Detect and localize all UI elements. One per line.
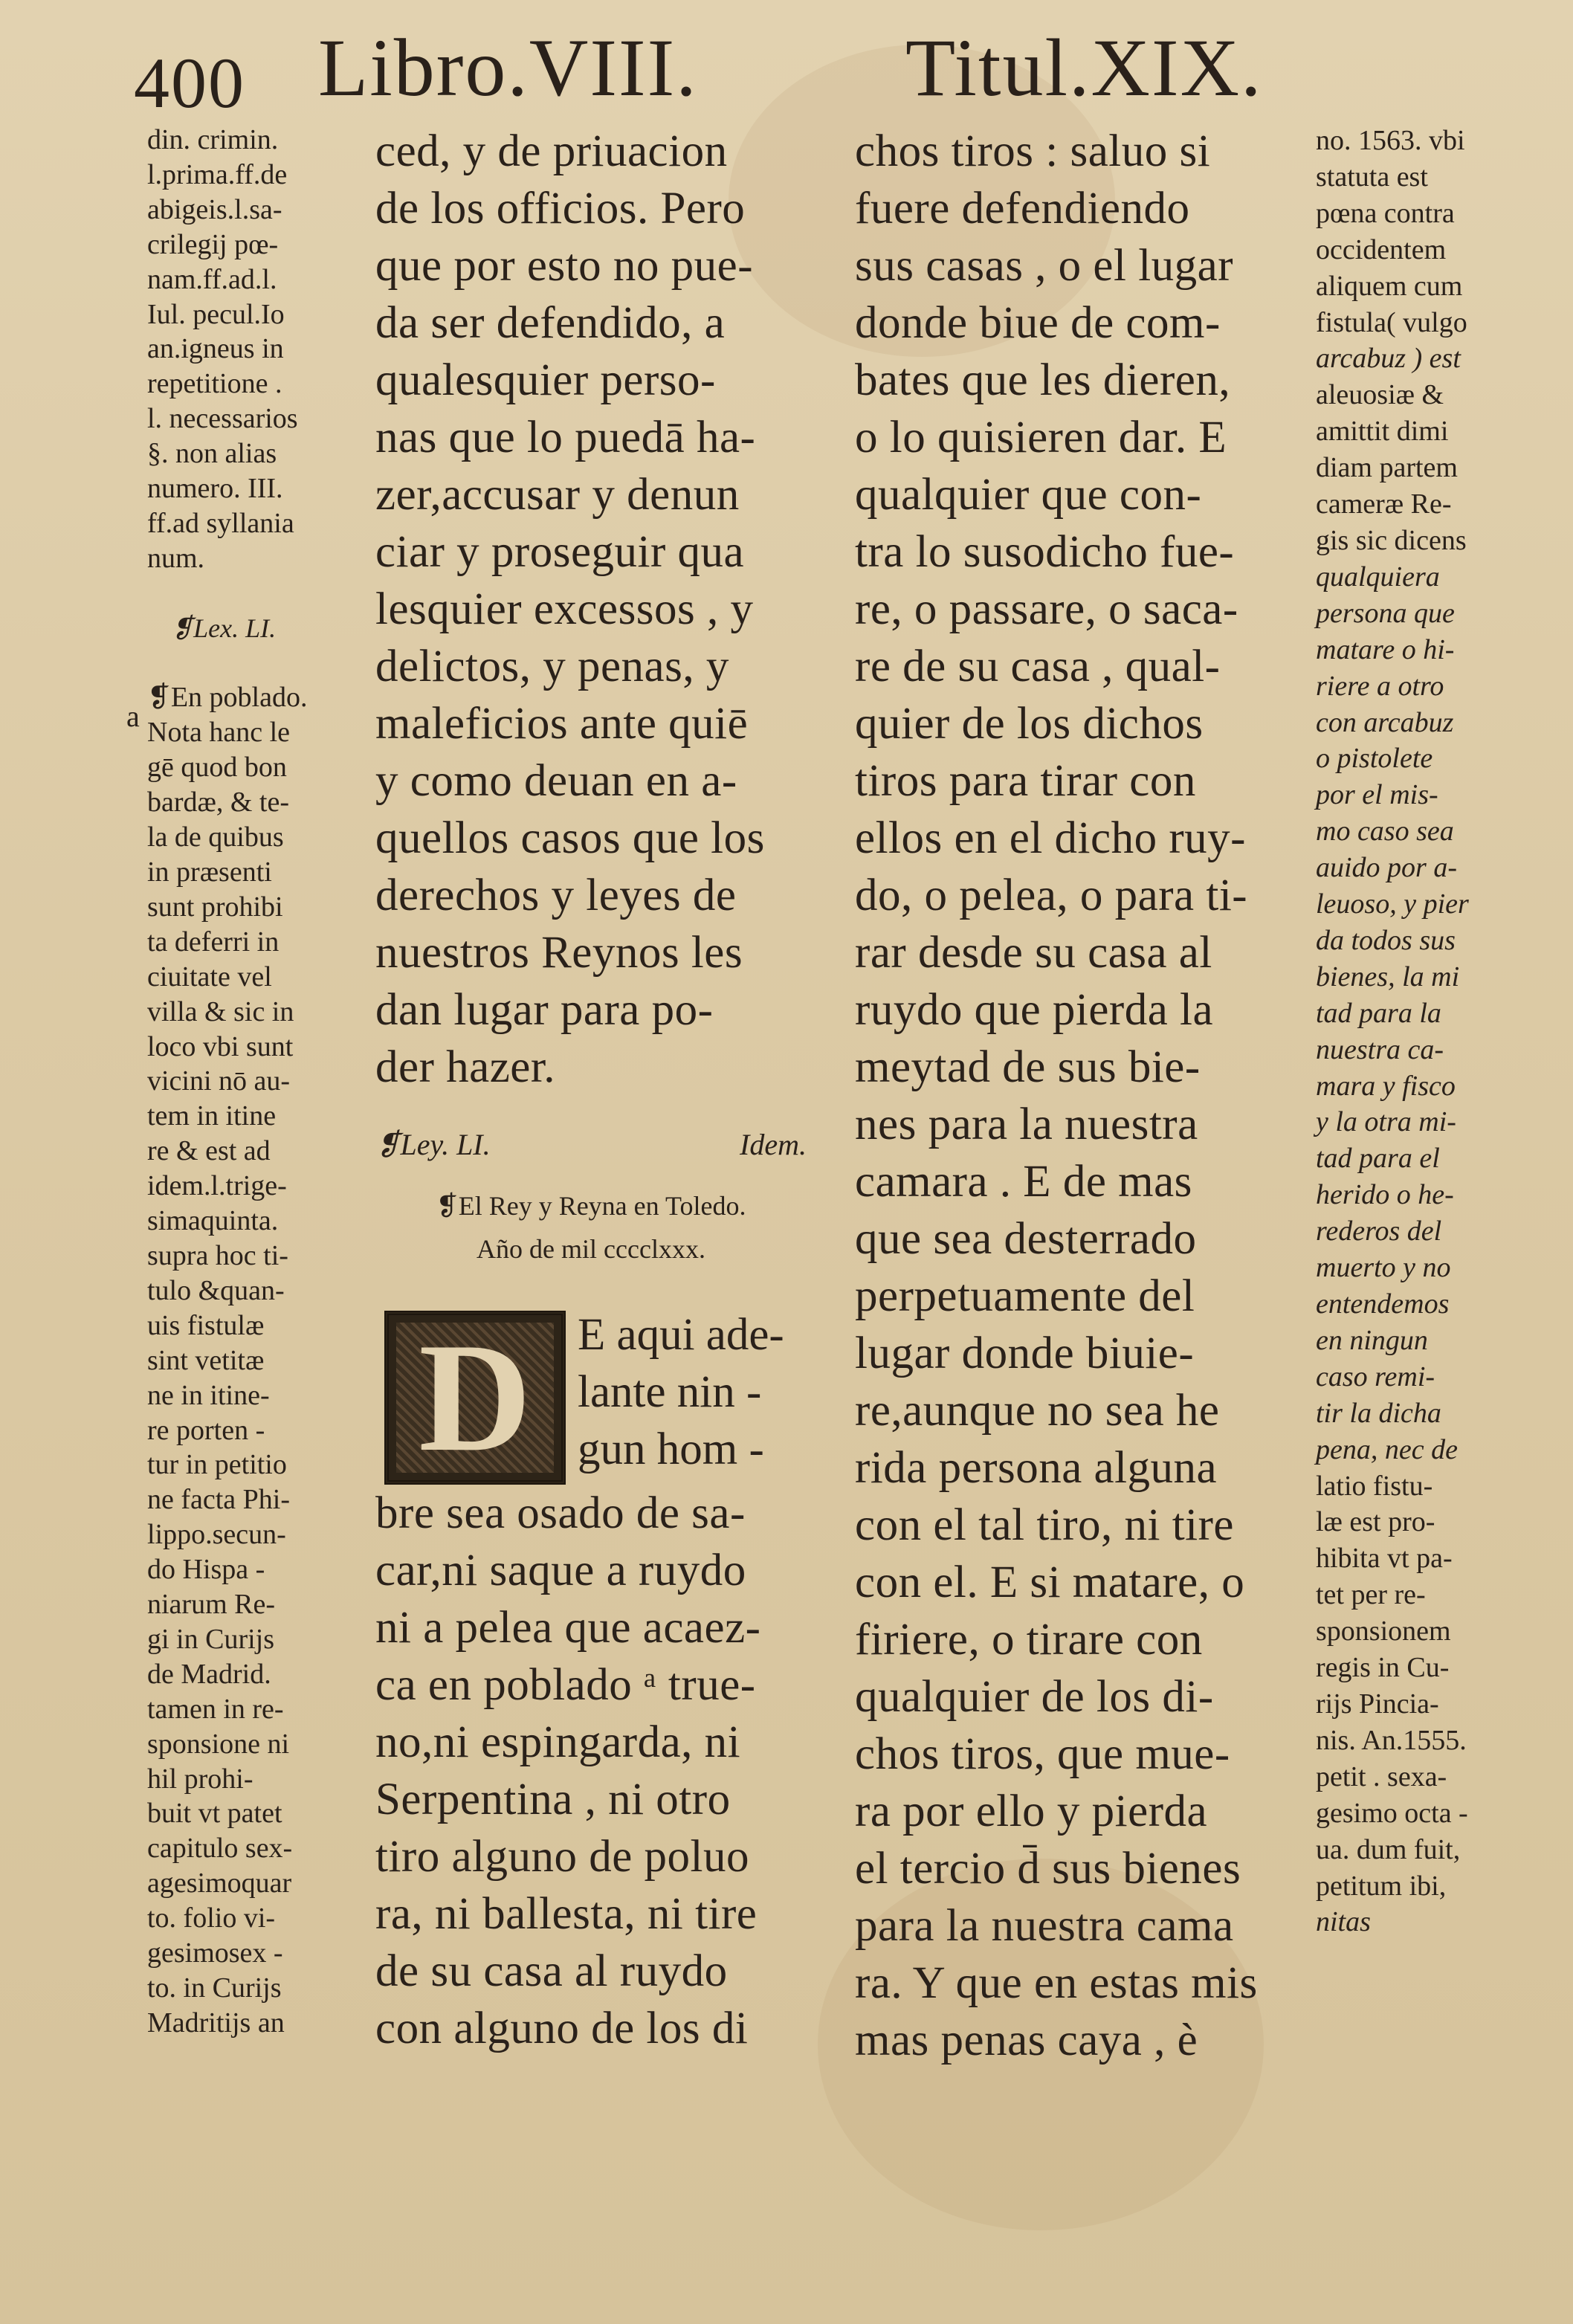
- margin-note-line: latio fistu-: [1316, 1470, 1433, 1502]
- margin-note-line: sponsionem: [1316, 1615, 1451, 1647]
- text-line: mas penas caya , è: [855, 2015, 1198, 2065]
- left-margin-notes: [147, 123, 348, 2041]
- text-line: do, o pelea, o para ti-: [855, 871, 1248, 920]
- margin-note-line: occidentem: [1316, 233, 1447, 265]
- text-line: der hazer.: [375, 1042, 556, 1092]
- text-line: qualesquier perso-: [375, 355, 716, 405]
- margin-note-line: gesimosex -: [147, 1937, 283, 1969]
- margin-note-line: re & est ad: [147, 1135, 271, 1167]
- text-line: maleficios ante quiē: [375, 699, 749, 749]
- margin-note-line: nis. An.1555.: [1316, 1724, 1467, 1756]
- text-line: bre sea osado de sa-: [375, 1488, 746, 1538]
- margin-note-line: vicini nō au-: [147, 1065, 291, 1097]
- text-line: nes para la nuestra: [855, 1100, 1198, 1149]
- margin-note-line: cameræ Re-: [1316, 488, 1452, 520]
- margin-note-line: Iul. pecul.Io: [147, 298, 285, 330]
- text-line: con alguno de los di: [375, 2004, 749, 2053]
- margin-note-line: diam partem: [1316, 452, 1458, 484]
- text-line: car,ni saque a ruydo: [375, 1546, 746, 1595]
- margin-note-line: tur in petitio: [147, 1449, 287, 1481]
- margin-note-line: caso remi-: [1316, 1360, 1435, 1392]
- margin-note-line: læ est pro-: [1316, 1506, 1435, 1538]
- text-line: ced, y de priuacion: [375, 126, 728, 176]
- margin-note-line: con arcabuz: [1316, 706, 1454, 738]
- margin-note-line: herido o he-: [1316, 1179, 1454, 1211]
- margin-note-line: hil prohi-: [147, 1763, 253, 1795]
- text-line: de su casa al ruydo: [375, 1946, 728, 1996]
- margin-note-line: petit . sexa-: [1316, 1760, 1447, 1792]
- margin-note-line: amittit dimi: [1316, 416, 1449, 448]
- margin-note-line: mara y fisco: [1316, 1070, 1456, 1102]
- margin-note-line: din. crimin.: [147, 124, 279, 155]
- margin-note-line: aleuosiæ &: [1316, 379, 1444, 411]
- margin-note-line: sunt prohibi: [147, 891, 283, 923]
- margin-note-line: ff.ad syllania: [147, 507, 294, 539]
- text-line: zer,accusar y denun: [375, 470, 740, 520]
- margin-note-line: uis fistulæ: [147, 1309, 265, 1341]
- margin-note-line: gis sic dicens: [1316, 524, 1467, 556]
- text-line: bates que les dieren,: [855, 355, 1231, 405]
- margin-note-line: tem in itine: [147, 1100, 277, 1132]
- margin-note-line: qualquiera: [1316, 561, 1440, 593]
- text-line: da ser defendido, a: [375, 298, 726, 348]
- margin-note-line: rederos del: [1316, 1216, 1442, 1247]
- text-line: con el tal tiro, ni tire: [855, 1500, 1235, 1550]
- text-line: para la nuestra cama: [855, 1901, 1234, 1951]
- margin-note-line: ne in itine-: [147, 1379, 270, 1411]
- margin-note-line: villa & sic in: [147, 995, 294, 1027]
- margin-note-line: matare o hi-: [1316, 633, 1455, 665]
- margin-note-line: muerto y no: [1316, 1252, 1451, 1284]
- margin-note-line: hibita vt pa-: [1316, 1543, 1453, 1575]
- text-line: meytad de sus bie-: [855, 1042, 1201, 1092]
- text-line: ni a pelea que acaez-: [375, 1603, 761, 1653]
- text-line: firiere, o tirare con: [855, 1615, 1203, 1665]
- margin-note-line: leuoso, y pier: [1316, 888, 1469, 920]
- margin-note-line: nitas: [1316, 1906, 1371, 1938]
- text-line: qualquier de los di-: [855, 1672, 1214, 1722]
- margin-note-line: auido por a-: [1316, 852, 1457, 884]
- margin-note-line: pena, nec de: [1316, 1433, 1458, 1465]
- margin-note-line: sponsione ni: [147, 1728, 290, 1760]
- text-line: rida persona alguna: [855, 1443, 1218, 1493]
- margin-note-line: regis in Cu-: [1316, 1652, 1450, 1684]
- margin-note-line: numero. III.: [147, 473, 283, 505]
- margin-note-line: num.: [147, 542, 205, 574]
- text-line: derechos y leyes de: [375, 871, 737, 920]
- initial-letter: D: [419, 1311, 532, 1484]
- margin-note-line: crilegij pœ-: [147, 228, 279, 260]
- margin-note-line: re porten -: [147, 1414, 265, 1446]
- margin-note-line: gē quod bon: [147, 752, 287, 784]
- text-line: re de su casa , qual-: [855, 642, 1221, 691]
- text-line: perpetuamente del: [855, 1271, 1195, 1321]
- margin-note-line: gi in Curijs: [147, 1623, 275, 1655]
- margin-note-line: por el mis-: [1316, 779, 1438, 811]
- margin-note-line: aliquem cum: [1316, 270, 1463, 302]
- right-margin-notes: [1316, 123, 1509, 1940]
- margin-note-line: l.prima.ff.de: [147, 158, 288, 190]
- text-line: quellos casos que los: [375, 813, 765, 863]
- margin-note-line: l. necessarios: [147, 403, 298, 435]
- margin-note-line: entendemos: [1316, 1288, 1450, 1320]
- text-line: dan lugar para po-: [375, 985, 714, 1035]
- margin-note-line: pœna contra: [1316, 197, 1455, 229]
- margin-note-line: fistula( vulgo: [1316, 306, 1467, 338]
- text-column-1: [375, 123, 807, 2057]
- margin-note-line: sint vetitæ: [147, 1344, 265, 1376]
- decorated-initial-icon: [384, 1311, 566, 1485]
- margin-note-line: capitulo sex-: [147, 1833, 293, 1865]
- text-line: ciar y proseguir qua: [375, 527, 745, 577]
- margin-note-line: abigeis.l.sa-: [147, 193, 282, 225]
- margin-note-line: simaquinta.: [147, 1205, 279, 1237]
- text-line: nuestros Reynos les: [375, 928, 743, 978]
- text-line: gun hom -: [578, 1424, 764, 1474]
- text-line: delictos, y penas, y: [375, 642, 729, 691]
- margin-note-line: riere a otro: [1316, 670, 1444, 702]
- margin-note-line: da todos sus: [1316, 924, 1456, 956]
- text-line: re, o passare, o saca-: [855, 584, 1238, 634]
- law-rubric: [375, 1184, 807, 1271]
- margin-note-line: gesimo octa -: [1316, 1797, 1468, 1829]
- margin-note-line: ta deferri in: [147, 926, 280, 958]
- text-line: tra lo susodicho fue-: [855, 527, 1235, 577]
- margin-note-line: niarum Re-: [147, 1589, 276, 1621]
- text-line: ra por ello y pierda: [855, 1786, 1208, 1836]
- margin-note-line: persona que: [1316, 597, 1455, 629]
- margin-note-line: an.igneus in: [147, 333, 284, 365]
- text-line: no,ni espingarda, ni: [375, 1717, 741, 1767]
- margin-note-line: tet per re-: [1316, 1579, 1426, 1611]
- margin-note-line: lippo.secun-: [147, 1519, 286, 1551]
- folio-number: 400: [134, 43, 245, 123]
- law-idem: Idem.: [740, 1128, 807, 1161]
- margin-note-line: to. folio vi-: [147, 1902, 276, 1934]
- text-line: que por esto no pue-: [375, 241, 754, 291]
- text-line: ellos en el dicho ruy-: [855, 813, 1246, 863]
- text-line: tiros para tirar con: [855, 756, 1196, 806]
- margin-note-line: repetitione .: [147, 368, 282, 400]
- margin-note-line: ua. dum fuit,: [1316, 1833, 1461, 1865]
- margin-note-line: tad para el: [1316, 1143, 1440, 1175]
- text-line: qualquier que con-: [855, 470, 1202, 520]
- margin-note-line: tulo &quan-: [147, 1274, 285, 1306]
- margin-note-line: ne facta Phi-: [147, 1484, 291, 1516]
- note-marker: a: [126, 700, 140, 733]
- margin-note-line: supra hoc ti-: [147, 1239, 288, 1271]
- text-column-2: [855, 123, 1279, 2069]
- margin-note-line: o pistolete: [1316, 743, 1433, 775]
- text-line: camara . E de mas: [855, 1157, 1192, 1207]
- text-line: que sea desterrado: [855, 1214, 1197, 1264]
- text-line: tiro alguno de poluo: [375, 1832, 750, 1882]
- margin-note-line: mo caso sea: [1316, 816, 1454, 848]
- text-line: el tercio d̄ sus bienes: [855, 1844, 1241, 1894]
- text-line: ra. Y que en estas mis: [855, 1958, 1258, 2008]
- text-line: o lo quisieren dar. E: [855, 413, 1227, 462]
- text-line: y como deuan en a-: [375, 756, 737, 806]
- text-line: sus casas , o el lugar: [855, 241, 1234, 291]
- text-line: chos tiros, que mue-: [855, 1729, 1230, 1779]
- law-heading-row: [375, 1127, 807, 1162]
- margin-note-line: statuta est: [1316, 161, 1428, 193]
- margin-note-line: Nota hanc le: [147, 717, 291, 749]
- text-line: donde biue de com-: [855, 298, 1221, 348]
- margin-note-line: no. 1563. vbi: [1316, 125, 1465, 156]
- margin-note-line: en ningun: [1316, 1324, 1428, 1356]
- margin-note-line: do Hispa -: [147, 1554, 265, 1586]
- text-line: re,aunque no sea he: [855, 1386, 1220, 1436]
- margin-note-line: ciuitate vel: [147, 961, 272, 992]
- text-line: chos tiros : saluo si: [855, 126, 1211, 176]
- margin-note-line: in præsenti: [147, 856, 272, 888]
- margin-note-line: tad para la: [1316, 997, 1441, 1029]
- text-line: ca en poblado ᵃ true-: [375, 1660, 756, 1710]
- text-line: nas que lo puedā ha-: [375, 413, 756, 462]
- margin-note-line: nam.ff.ad.l.: [147, 263, 277, 295]
- rubric-line: Año de mil cccclxxx.: [477, 1234, 705, 1264]
- initial-paragraph: [375, 1306, 807, 1485]
- margin-note-line: tir la dicha: [1316, 1397, 1441, 1429]
- text-line: lesquier excessos , y: [375, 584, 754, 634]
- text-line: ra, ni ballesta, ni tire: [375, 1889, 758, 1939]
- margin-note-line: Madritijs an: [147, 2007, 285, 2039]
- margin-note-line: buit vt patet: [147, 1798, 282, 1830]
- text-line: E aqui ade-: [578, 1310, 784, 1360]
- margin-note-line: loco vbi sunt: [147, 1030, 294, 1062]
- margin-note-line: tamen in re-: [147, 1693, 284, 1725]
- text-line: Serpentina , ni otro: [375, 1775, 731, 1824]
- running-head-right: Titul.XIX.: [905, 22, 1263, 113]
- text-line: ruydo que pierda la: [855, 985, 1214, 1035]
- text-line: de los officios. Pero: [375, 184, 746, 233]
- margin-note-line: rijs Pincia-: [1316, 1688, 1439, 1720]
- rubric-line: ❡El Rey y Reyna en Toledo.: [436, 1191, 746, 1221]
- margin-note-line: nuestra ca-: [1316, 1033, 1444, 1065]
- margin-note-line: idem.l.trige-: [147, 1170, 287, 1202]
- margin-note-line: arcabuz ) est: [1316, 343, 1461, 375]
- margin-note-line: to. in Curijs: [147, 1972, 282, 2004]
- page-header: [0, 13, 1573, 125]
- margin-note-line: §. non alias: [147, 438, 277, 470]
- text-line: rar desde su casa al: [855, 928, 1212, 978]
- margin-note-line: agesimoquar: [147, 1868, 292, 1899]
- text-line: quier de los dichos: [855, 699, 1204, 749]
- law-number: ❡Ley. LI.: [375, 1128, 491, 1161]
- margin-note-line: petitum ibi,: [1316, 1870, 1447, 1902]
- margin-note-line: bardæ, & te-: [147, 787, 290, 819]
- running-head-left: Libro.VIII.: [318, 22, 698, 113]
- margin-note-line: de Madrid.: [147, 1658, 271, 1690]
- margin-law-heading: ❡Lex. LI.: [171, 613, 277, 643]
- text-line: fuere defendiendo: [855, 184, 1190, 233]
- text-line: lugar donde biuie-: [855, 1329, 1195, 1378]
- text-line: con el. E si matare, o: [855, 1558, 1245, 1607]
- margin-note-line: y la otra mi-: [1316, 1106, 1456, 1138]
- margin-note-line: la de quibus: [147, 822, 284, 853]
- margin-note-line: ❡En poblado.: [147, 682, 308, 714]
- margin-note-line: bienes, la mi: [1316, 961, 1460, 992]
- text-line: lante nin -: [578, 1367, 762, 1417]
